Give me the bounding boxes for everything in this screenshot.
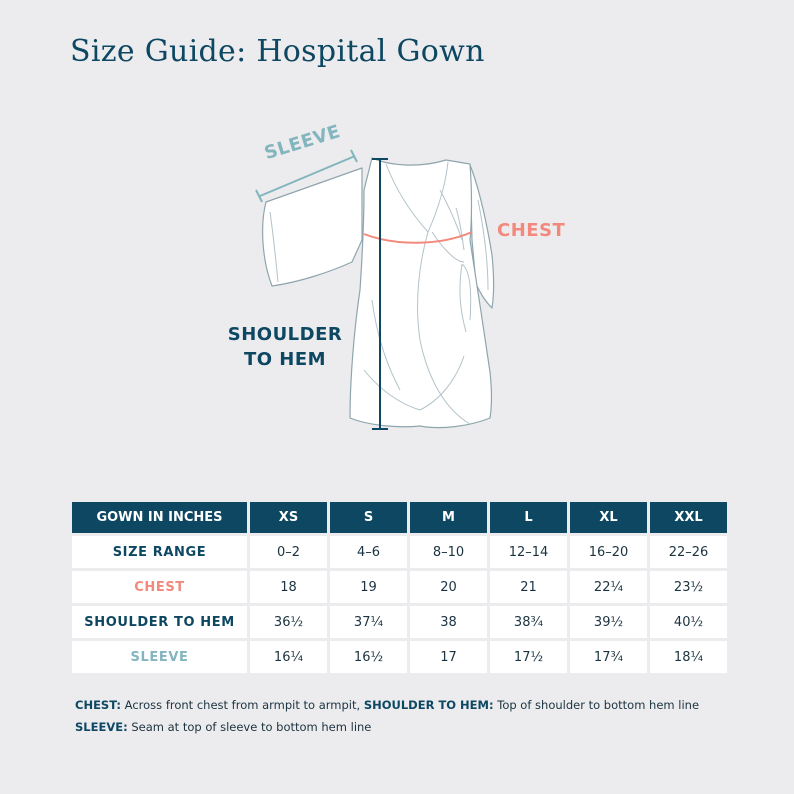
table-cell: 40½ <box>650 606 727 638</box>
header-cell: GOWN IN INCHES <box>72 502 247 533</box>
table-row <box>72 536 727 568</box>
notes-line-1 <box>75 694 775 716</box>
table-cell: 16¼ <box>250 641 327 673</box>
table-cell: 22–26 <box>650 536 727 568</box>
row-label: SHOULDER TO HEM <box>72 606 247 638</box>
note-sleeve-term: SLEEVE: <box>75 720 128 734</box>
table-cell: 36½ <box>250 606 327 638</box>
table-header-row <box>72 502 727 533</box>
header-cell: XS <box>250 502 327 533</box>
table-cell: 38¾ <box>490 606 567 638</box>
shoulder-label-line2: TO HEM <box>243 349 327 370</box>
table-cell: 0–2 <box>250 536 327 568</box>
size-table <box>69 499 730 676</box>
note-chest-text: Across front chest from armpit to armpit, <box>121 698 364 712</box>
header-cell: L <box>490 502 567 533</box>
table-cell: 39½ <box>570 606 647 638</box>
table-cell: 8–10 <box>410 536 487 568</box>
table-cell: 37¼ <box>330 606 407 638</box>
table-row <box>72 641 727 673</box>
table-cell: 17½ <box>490 641 567 673</box>
table-cell: 23½ <box>650 571 727 603</box>
shoulder-to-hem-label <box>226 322 344 372</box>
table-cell: 19 <box>330 571 407 603</box>
sleeve-label: SLEEVE <box>262 121 343 165</box>
table-cell: 4–6 <box>330 536 407 568</box>
table-cell: 16–20 <box>570 536 647 568</box>
notes-line-2 <box>75 716 775 738</box>
note-sleeve-text: Seam at top of sleeve to bottom hem line <box>127 720 372 734</box>
header-cell: M <box>410 502 487 533</box>
table-cell: 18¼ <box>650 641 727 673</box>
page-title: Size Guide: Hospital Gown <box>70 34 485 69</box>
table-cell: 21 <box>490 571 567 603</box>
note-shoulder-term: SHOULDER TO HEM: <box>363 698 494 712</box>
header-cell: XL <box>570 502 647 533</box>
header-cell: S <box>330 502 407 533</box>
gown-left-sleeve <box>263 168 362 286</box>
table-cell: 16½ <box>330 641 407 673</box>
measurement-notes <box>75 694 775 738</box>
row-label: CHEST <box>72 571 247 603</box>
chest-label: CHEST <box>497 220 566 241</box>
table-cell: 17 <box>410 641 487 673</box>
table-cell: 38 <box>410 606 487 638</box>
table-cell: 20 <box>410 571 487 603</box>
table-cell: 22¼ <box>570 571 647 603</box>
table-row <box>72 571 727 603</box>
header-cell: XXL <box>650 502 727 533</box>
table-row <box>72 606 727 638</box>
row-label: SIZE RANGE <box>72 536 247 568</box>
shoulder-label-line1: SHOULDER <box>227 324 343 345</box>
table-cell: 17¾ <box>570 641 647 673</box>
table-cell: 18 <box>250 571 327 603</box>
note-chest-term: CHEST: <box>75 698 122 712</box>
row-label: SLEEVE <box>72 641 247 673</box>
note-shoulder-text: Top of shoulder to bottom hem line <box>493 698 700 712</box>
table-cell: 12–14 <box>490 536 567 568</box>
